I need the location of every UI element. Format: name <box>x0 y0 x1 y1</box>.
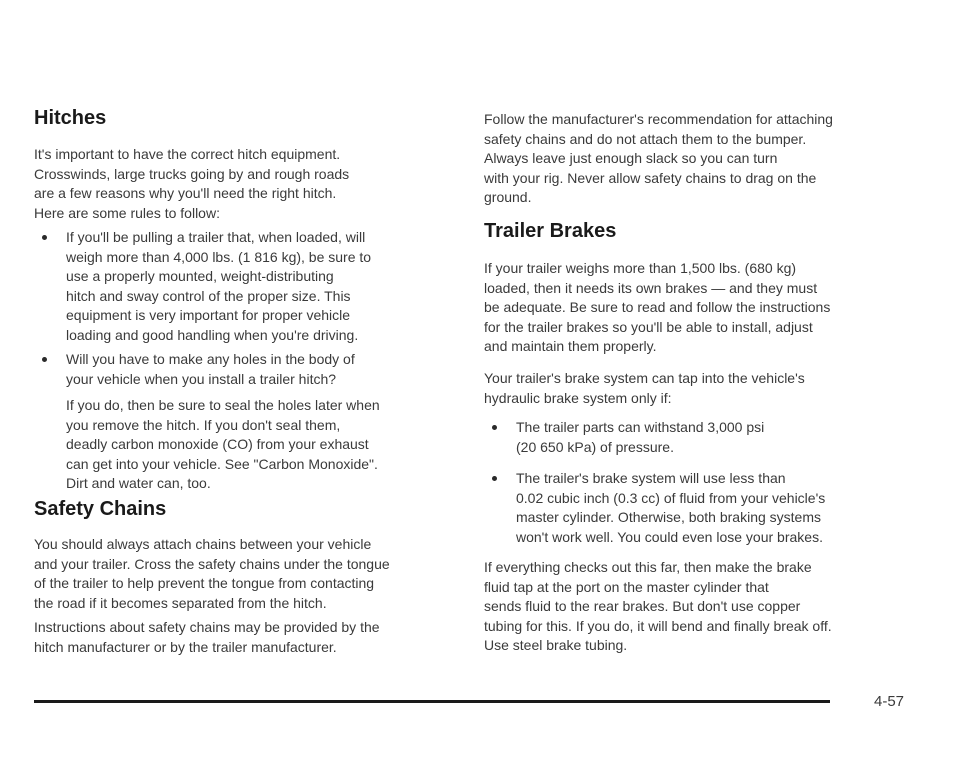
text-line: hitch and sway control of the proper size. This <box>66 287 351 304</box>
bullet-icon <box>492 425 497 430</box>
text-line: Will you have to make any holes in the body of <box>66 351 355 367</box>
text-line: you remove the hitch. If you don't seal them, <box>66 416 341 433</box>
text-line: You should always attach chains between your vehicle <box>34 536 372 552</box>
text-line: of the trailer to help prevent the tongue from contacting <box>34 575 375 591</box>
text-line: Follow the manufacturer's recommendation for attaching <box>484 111 833 127</box>
text-line: master cylinder. Otherwise, both braking systems <box>516 509 822 525</box>
footer-rule <box>34 700 830 703</box>
text-line: are a few reasons why you'll need the right hitch. <box>34 185 337 201</box>
text-line: for the trailer brakes so you'll be able to install, adjust <box>484 318 813 335</box>
safety-chains-continued <box>484 110 833 208</box>
hitches-intro <box>34 145 349 223</box>
text-line: safety chains and do not attach them to the bumper. <box>484 130 807 147</box>
safety-chains-para-2 <box>34 618 380 657</box>
text-line: If everything checks out this far, then make the brake <box>484 559 812 575</box>
text-line: If you do, then be sure to seal the holes later when <box>66 397 380 413</box>
heading-safety-chains: Safety Chains <box>34 498 167 520</box>
bullet-icon <box>42 235 47 240</box>
text-line: loading and good handling when you're driving. <box>66 326 359 343</box>
heading-hitches: Hitches <box>34 107 107 129</box>
trailer-brakes-para-2 <box>484 369 805 408</box>
text-line: 0.02 cubic inch (0.3 cc) of fluid from your vehicle's <box>516 489 826 506</box>
text-line: Dirt and water can, too. <box>66 475 211 491</box>
page-number: 4-57 <box>874 693 905 710</box>
text-line: It's important to have the correct hitch equipment. <box>34 146 341 162</box>
text-line: Your trailer's brake system can tap into the vehicle's <box>484 370 805 386</box>
text-line: be adequate. Be sure to read and follow the instructions <box>484 299 831 315</box>
text-line: Use steel brake tubing. <box>484 637 628 653</box>
text-line: hydraulic brake system only if: <box>484 389 672 406</box>
text-line: Always leave just enough slack so you can turn <box>484 150 778 166</box>
text-line: use a properly mounted, weight-distributing <box>66 268 334 284</box>
text-line: hitch manufacturer or by the trailer manufacturer. <box>34 638 337 655</box>
bullet-icon <box>42 357 47 362</box>
text-line: your vehicle when you install a trailer hitch? <box>66 370 337 387</box>
text-line: won't work well. You could even lose your brakes. <box>516 528 823 545</box>
text-line: ground. <box>484 189 532 205</box>
text-line: fluid tap at the port on the master cylinder that <box>484 578 769 595</box>
safety-chains-para-1 <box>34 535 390 613</box>
text-line: loaded, then it needs its own brakes — and they must <box>484 279 818 296</box>
text-line: The trailer parts can withstand 3,000 psi <box>516 419 765 435</box>
trailer-brakes-para-1 <box>484 259 830 357</box>
text-line: If your trailer weighs more than 1,500 lbs. (680 kg) <box>484 260 797 276</box>
heading-trailer-brakes: Trailer Brakes <box>484 220 617 242</box>
text-line: deadly carbon monoxide (CO) from your exhaust <box>66 436 369 452</box>
text-line: with your rig. Never allow safety chains to drag on the <box>484 169 817 186</box>
bullet-icon <box>492 476 497 481</box>
trailer-brakes-para-3 <box>484 558 832 656</box>
text-line: and your trailer. Cross the safety chains under the tongue <box>34 555 390 572</box>
text-line: Here are some rules to follow: <box>34 204 220 221</box>
text-line: equipment is very important for proper vehicle <box>66 307 351 323</box>
text-line: If you'll be pulling a trailer that, when loaded, will <box>66 229 366 245</box>
text-line: the road if it becomes separated from the hitch. <box>34 594 327 611</box>
text-line: Instructions about safety chains may be provided by the <box>34 619 380 635</box>
text-line: The trailer's brake system will use less than <box>516 470 786 486</box>
text-line: sends fluid to the rear brakes. But don't use copper <box>484 598 801 614</box>
text-line: can get into your vehicle. See "Carbon Monoxide". <box>66 455 378 472</box>
text-line: Crosswinds, large trucks going by and rough roads <box>34 165 350 182</box>
text-line: (20 650 kPa) of pressure. <box>516 438 674 455</box>
text-line: and maintain them properly. <box>484 338 657 354</box>
text-line: weigh more than 4,000 lbs. (1 816 kg), be sure to <box>66 248 372 265</box>
text-line: tubing for this. If you do, it will bend and finally break off. <box>484 617 832 634</box>
